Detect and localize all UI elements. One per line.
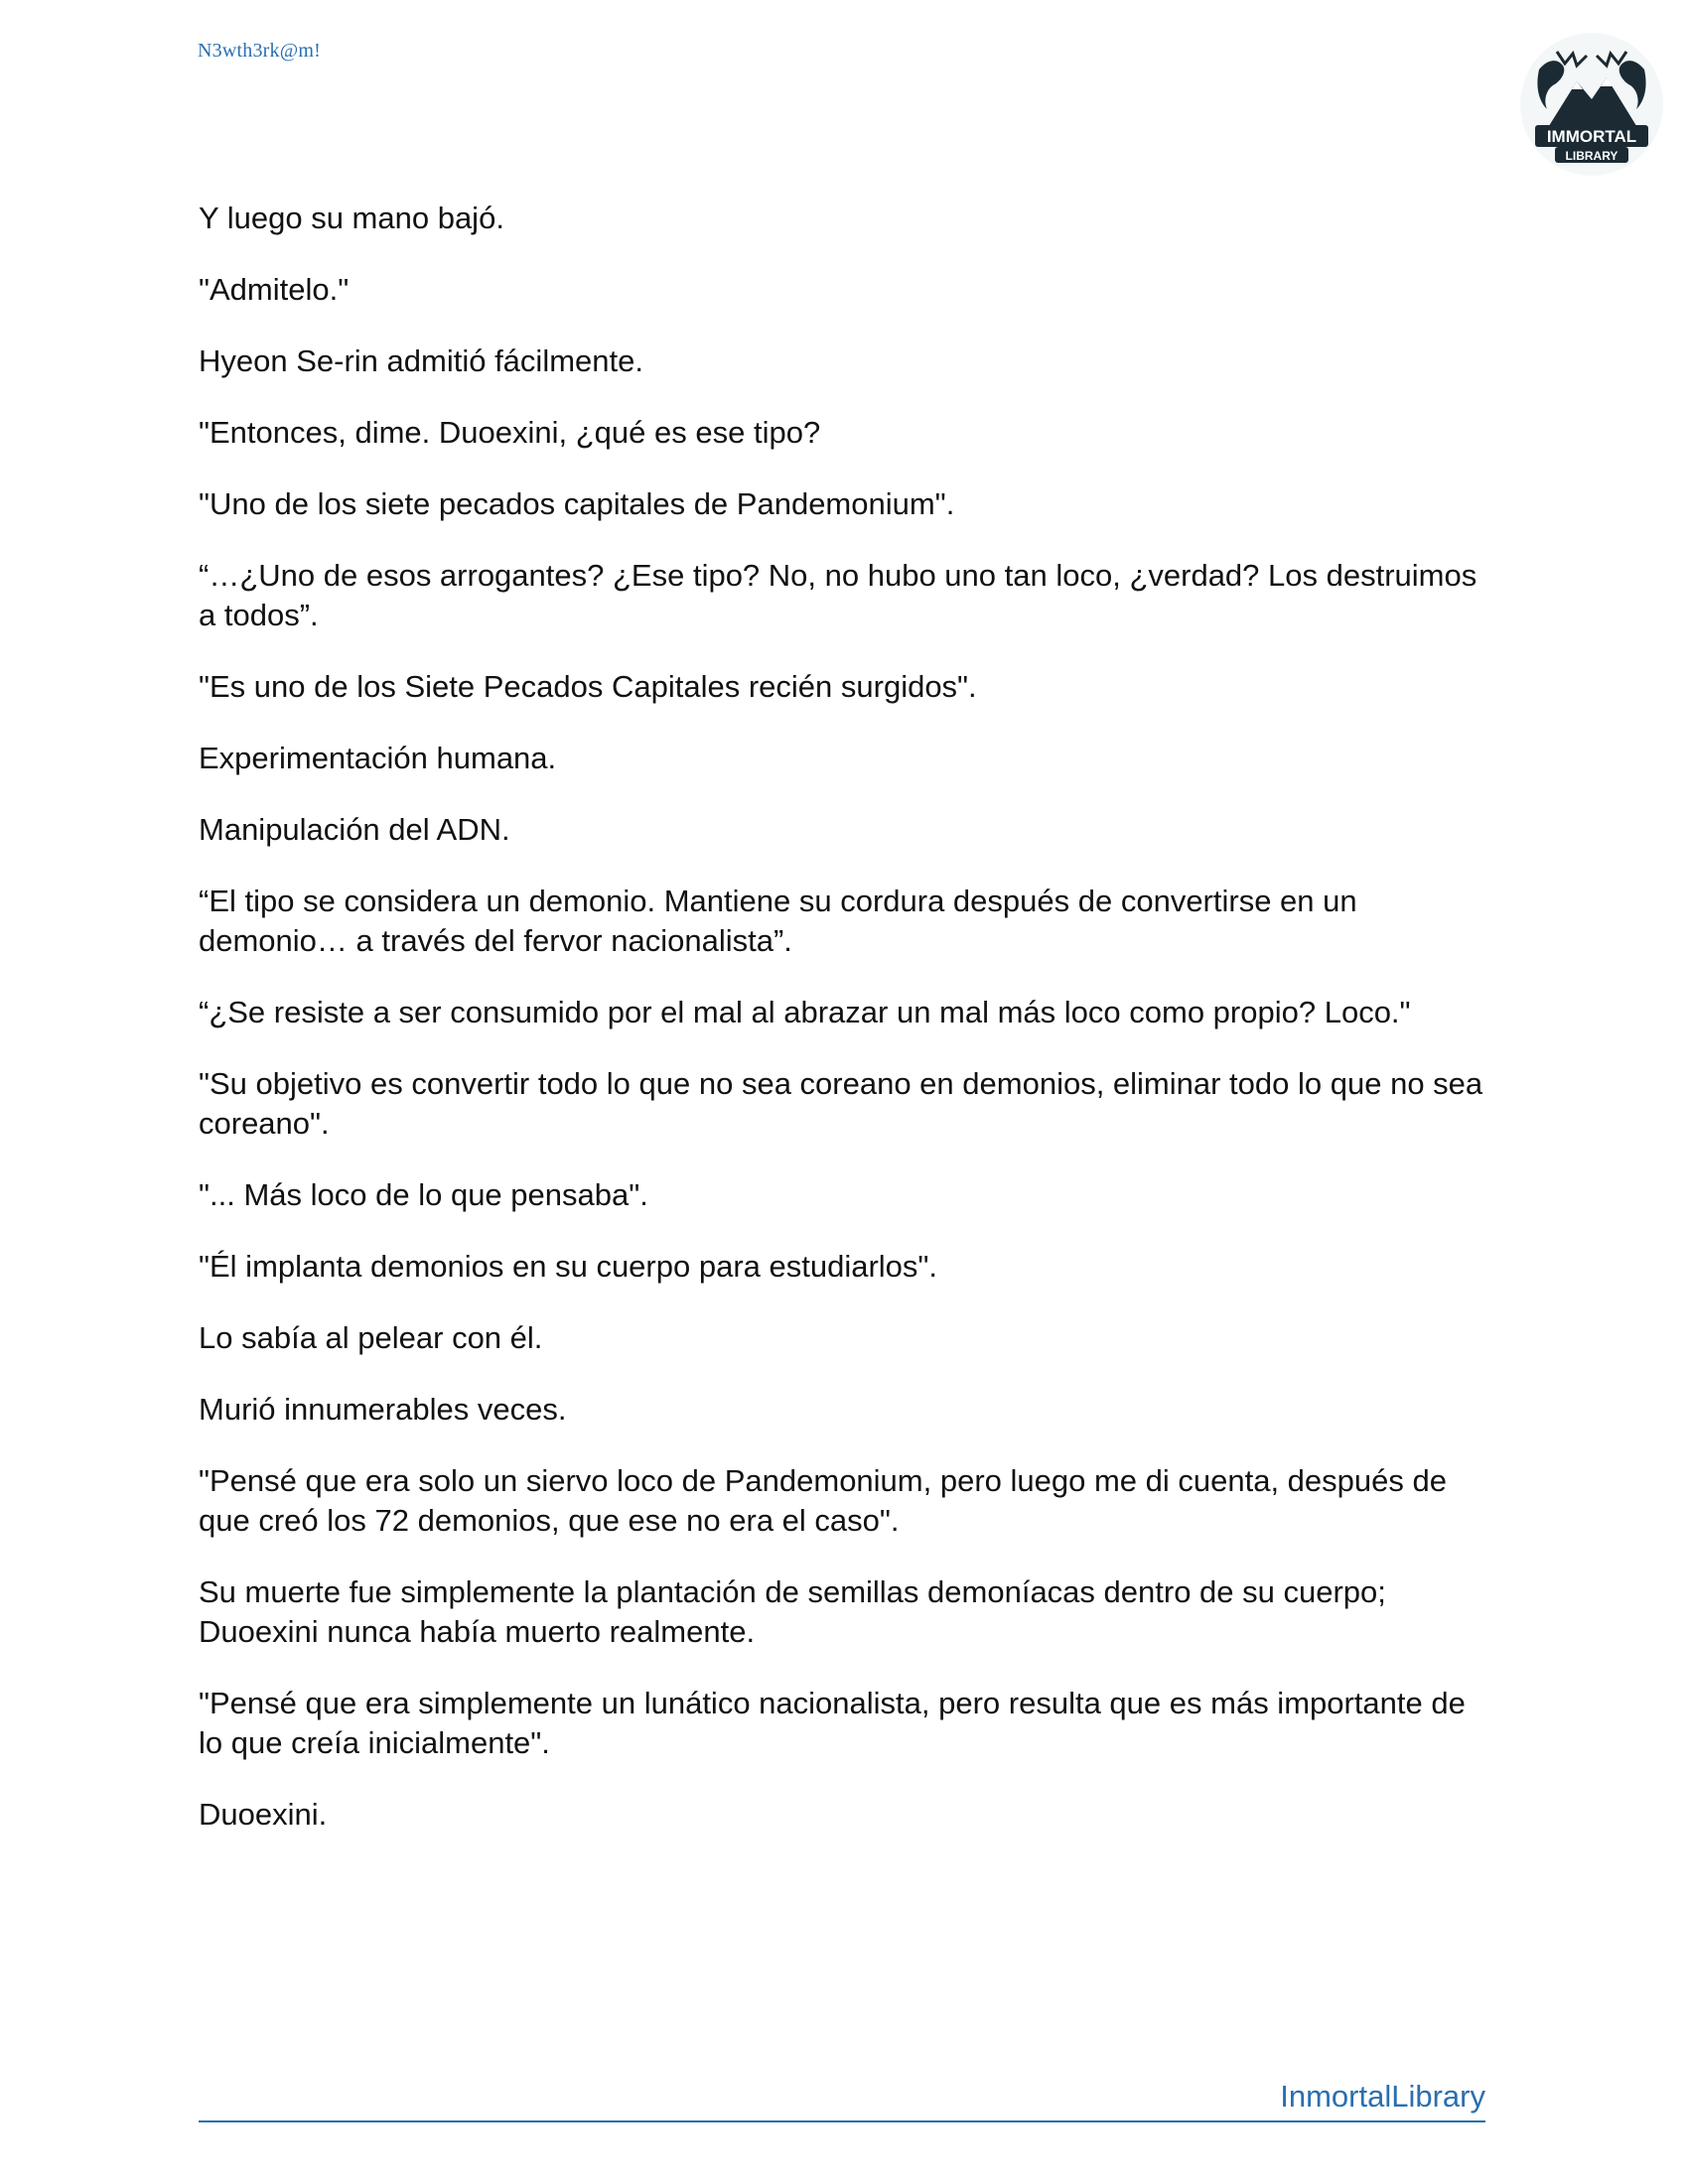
paragraph: "Admitelo." bbox=[199, 272, 350, 307]
paragraph: Y luego su mano bajó. bbox=[199, 201, 504, 235]
logo-emblem-icon bbox=[1517, 30, 1666, 179]
paragraph: "Entonces, dime. Duoexini, ¿qué es ese tipo? bbox=[199, 415, 821, 450]
document-body bbox=[199, 199, 1489, 1866]
paragraph: “¿Se resiste a ser consumido por el mal al abrazar un mal más loco como propio? Loco." bbox=[199, 995, 1411, 1029]
paragraph: Experimentación humana. bbox=[199, 741, 557, 775]
paragraph: Murió innumerables veces. bbox=[199, 1392, 567, 1427]
paragraph: “El tipo se considera un demonio. Mantiene su cordura después de convertirse en un demonio… a través del fervor nacionalista”. bbox=[199, 884, 1357, 958]
footer-link[interactable]: InmortalLibrary bbox=[1280, 2079, 1485, 2114]
immortal-library-logo bbox=[1517, 30, 1666, 179]
logo-text-line1: IMMORTAL bbox=[1546, 127, 1637, 146]
paragraph: Hyeon Se-rin admitió fácilmente. bbox=[199, 343, 643, 378]
paragraph: Manipulación del ADN. bbox=[199, 812, 510, 847]
paragraph: "... Más loco de lo que pensaba". bbox=[199, 1177, 648, 1212]
logo-text-line2: LIBRARY bbox=[1565, 149, 1618, 163]
paragraph: Lo sabía al pelear con él. bbox=[199, 1320, 543, 1355]
paragraph: "Él implanta demonios en su cuerpo para estudiarlos". bbox=[199, 1249, 938, 1284]
paragraph: "Su objetivo es convertir todo lo que no sea coreano en demonios, eliminar todo lo que no sea coreano". bbox=[199, 1066, 1483, 1141]
paragraph: "Es uno de los Siete Pecados Capitales recién surgidos". bbox=[199, 669, 977, 704]
paragraph: "Uno de los siete pecados capitales de Pandemonium". bbox=[199, 486, 955, 521]
watermark-text: N3wth3rk@m! bbox=[198, 40, 321, 62]
paragraph: "Pensé que era solo un siervo loco de Pandemonium, pero luego me di cuenta, después de que creó los 72 demonios, que ese no era el caso". bbox=[199, 1463, 1447, 1538]
paragraph: Su muerte fue simplemente la plantación de semillas demoníacas dentro de su cuerpo; Duoexini nunca había muerto realmente. bbox=[199, 1574, 1386, 1649]
footer-rule bbox=[199, 2077, 1485, 2122]
paragraph: "Pensé que era simplemente un lunático nacionalista, pero resulta que es más importante de lo que creía inicialmente". bbox=[199, 1686, 1466, 1760]
paragraph: “…¿Uno de esos arrogantes? ¿Ese tipo? No, no hubo uno tan loco, ¿verdad? Los destruimos a todos”. bbox=[199, 558, 1477, 632]
paragraph: Duoexini. bbox=[199, 1797, 328, 1832]
